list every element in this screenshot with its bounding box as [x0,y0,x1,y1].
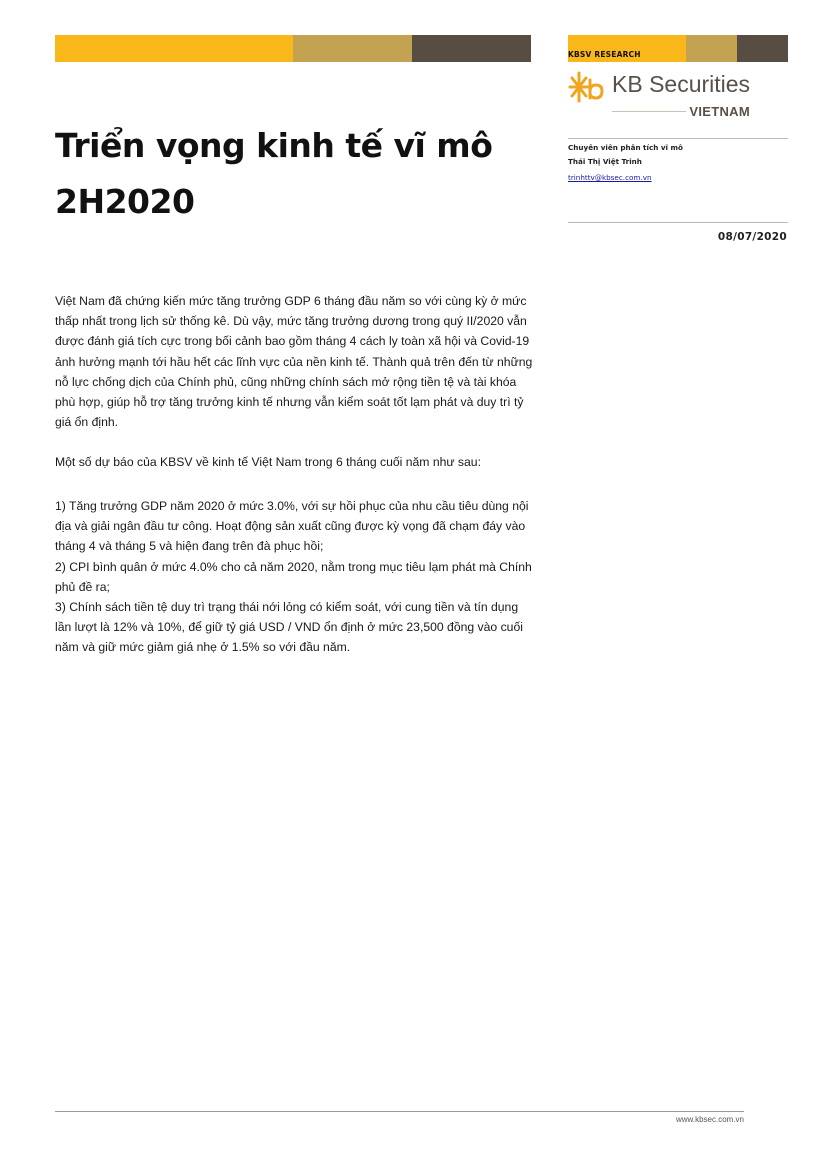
forecast-intro: Một số dự báo của KBSV về kinh tế Việt Nam trong 6 tháng cuối năm như sau: [55,455,481,469]
forecast-item: 3) Chính sách tiền tệ duy trì trạng thái nới lỏng có kiểm soát, với cung tiền và tín dụng lần lượt là 12% và 10%, để giữ tỷ giá USD / VND ổn định ở mức 23,500 đồng vào cuối năm và giữ mức giảm giá nhẹ ở 1.5% so với đầu năm. [55,600,523,655]
kb-securities-logo [568,68,758,123]
sidebar-bar-gold [686,35,737,62]
logo-sub: VIETNAM [689,104,750,119]
intro-paragraph: Việt Nam đã chứng kiến mức tăng trưởng GDP 6 tháng đầu năm so với cùng kỳ ở mức thấp nhất trong lịch sử thống kê. Dù vậy, mức tăng trưởng dương trong quý II/2020 vẫn được đánh giá tích cực trong bối cảnh bao gồm tháng 4 cách ly toàn xã hội và Covid-19 ảnh hưởng mạnh tới hầu hết các lĩnh vực của nền kinh tế. Thành quả trên đến từ những nỗ lực chống dịch của Chính phủ, cũng những chính sách mở rộng tiền tệ và tài khóa phù hợp, giúp hỗ trợ tăng trưởng kinh tế nhưng vẫn kiểm soát tốt lạm phát và duy trì tỷ giá ổn định. [55,294,533,430]
footer-rule [55,1111,744,1112]
footer-url: www.kbsec.com.vn [675,1115,744,1124]
sidebar-bar-dark [737,35,788,62]
forecast-item: 2) CPI bình quân ở mức 4.0% cho cả năm 2020, nằm trong mục tiêu lạm phát mà Chính phủ đề ra; [55,559,532,594]
page-title: Triển vọng kinh tế vĩ mô 2H2020 [55,126,493,221]
logo-divider [612,111,686,112]
kb-star-logo-icon [568,70,608,104]
analyst-role: Chuyên viên phân tích vĩ mô [568,143,683,152]
header-bar-yellow [55,35,293,62]
analyst-email-link[interactable]: trinhttv@kbsec.com.vn [568,173,652,182]
research-label: KBSV RESEARCH [568,50,641,59]
sidebar-rule-bottom [568,222,788,223]
forecast-list [55,496,533,658]
header-bar-dark [412,35,531,62]
report-date: 08/07/2020 [717,231,787,243]
analyst-name: Thái Thị Việt Trinh [568,157,642,166]
logo-name: KB Securities [612,71,751,97]
sidebar-rule-top [568,138,788,139]
header-bar-gold [293,35,412,62]
forecast-item: 1) Tăng trưởng GDP năm 2020 ở mức 3.0%, với sự hồi phục của nhu cầu tiêu dùng nội địa và giải ngân đầu tư công. Hoạt động sản xuất cũng được kỳ vọng đã chạm đáy vào tháng 4 và tháng 5 và hiện đang trên đà phục hồi; [55,499,529,554]
